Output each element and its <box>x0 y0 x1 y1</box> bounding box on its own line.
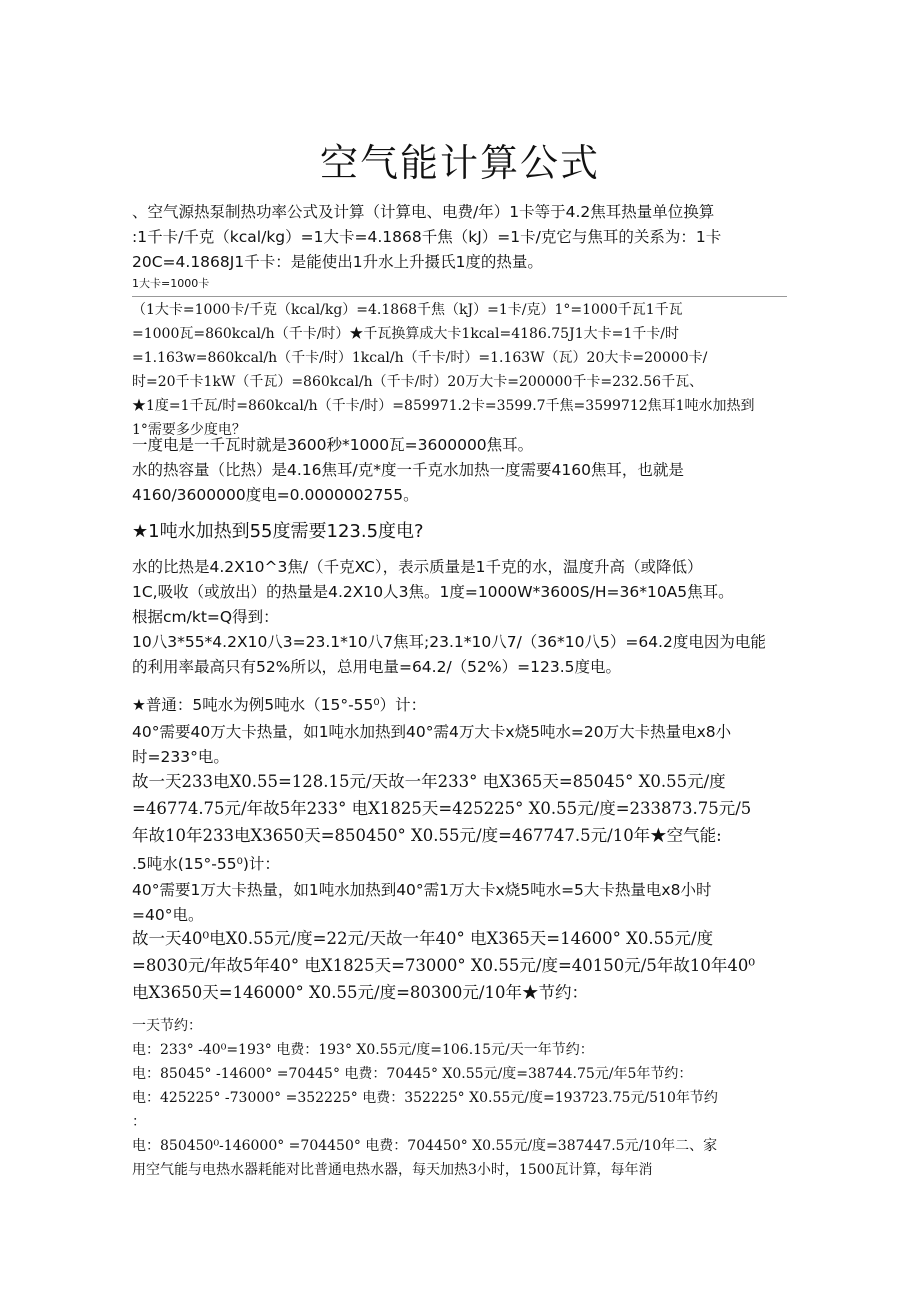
text-line: 故一天233电X0.55=128.15元/天故一年233° 电X365天=85045° X0.55元/度 <box>132 772 726 791</box>
text-line: ★1度=1千瓦/时=860kcal/h（千卡/时）=859971.2卡=3599.7千焦=3599712焦耳1吨水加热到 <box>132 398 755 414</box>
text-line: 20C=4.1868J1千卡：是能使出1升水上升摄氏1度的热量。 <box>132 253 543 271</box>
text-line: 根据cm/kt=Q得到： <box>132 608 279 626</box>
text-line: 电：233° -40⁰=193° 电费：193° X0.55元/度=106.15元/天一年节约： <box>132 1042 594 1058</box>
text-line: =8030元/年故5年40° 电X1825天=73000° X0.55元/度=40150元/5年故10年40⁰ <box>132 956 755 975</box>
final-paragraph <box>132 1134 792 1182</box>
text-line: 1C,吸收（或放出）的热量是4.2X10人3焦。1度=1000W*3600S/H=36*10A5焦耳。 <box>132 583 734 601</box>
conversion-paragraph <box>132 298 792 442</box>
text-line: =1.163w=860kcal/h（千卡/时）1kcal/h（千卡/时）=1.163W（瓦）20大卡=20000卡/ <box>132 350 708 366</box>
small-note: 1大卡=1000卡 <box>132 277 210 290</box>
text-line: 电：850450⁰-146000° =704450° 电费：704450° X0.55元/度=387447.5元/10年二、家 <box>132 1138 718 1154</box>
text-line: 40°需要40万大卡热量，如1吨水加热到40°需4万大卡x烧5吨水=20万大卡热量电x8小 <box>132 723 732 741</box>
energy-paragraph <box>132 433 792 508</box>
text-line: 时=233°电。 <box>132 748 229 766</box>
text-line: 年故10年233电X3650天=850450° X0.55元/度=467747.5元/10年★空气能: <box>132 826 722 845</box>
text-line: 水的比热是4.2X10^3焦/（千克XC），表示质量是1千克的水，温度升高（或降低） <box>132 558 703 576</box>
intro-paragraph <box>132 200 792 275</box>
text-line: 水的热容量（比热）是4.16焦耳/克*度一千克水加热一度需要4160焦耳，也就是 <box>132 461 684 479</box>
text-line: 的利用率最高只有52%所以，总用电量=64.2/（52%）=123.5度电。 <box>132 658 621 676</box>
air-cost-paragraph <box>132 925 792 1006</box>
page-title: 空气能计算公式 <box>319 141 600 185</box>
air-paragraph <box>132 878 792 928</box>
text-line: :1千卡/千克（kcal/kg）=1大卡=4.1868千焦（kJ）=1卡/克它与焦耳的关系为：1卡 <box>132 228 722 246</box>
text-line: 故一天40⁰电X0.55元/度=22元/天故一年40° 电X365天=14600° X0.55元/度 <box>132 929 714 948</box>
text-line: =46774.75元/年故5年233° 电X1825天=425225° X0.55元/度=233873.75元/5 <box>132 799 752 818</box>
text-line: 40°需要1万大卡热量，如1吨水加热到40°需1万大卡x烧5吨水=5大卡热量电x8小时 <box>132 881 712 899</box>
text-line: 1°需要多少度电？ <box>132 422 246 438</box>
text-line: 一度电是一千瓦时就是3600秒*1000瓦=3600000焦耳。 <box>132 436 534 454</box>
text-line: 电X3650天=146000° X0.55元/度=80300元/10年★节约： <box>132 983 588 1002</box>
text-line: 电：85045° -14600° =70445° 电费：70445° X0.55元/度=38744.75元/年5年节约： <box>132 1066 693 1082</box>
text-line: 4160/3600000度电=0.0000002755。 <box>132 486 419 504</box>
water-paragraph <box>132 555 792 680</box>
text-line: =40°电。 <box>132 906 204 924</box>
text-line: 、空气源热泵制热功率公式及计算（计算电、电费/年）1卡等于4.2焦耳热量单位换算 <box>132 203 715 221</box>
text-line: 10八3*55*4.2X10八3=23.1*10八7焦耳;23.1*10八7/（36*10八5）=64.2度电因为电能 <box>132 633 766 651</box>
divider <box>132 296 787 297</box>
saving-paragraph <box>132 1014 792 1134</box>
text-line: （1大卡=1000卡/千克（kcal/kg）=4.1868千焦（kJ）=1卡/克）1°=1000千瓦1千瓦 <box>132 302 683 318</box>
text-line: 电：425225° -73000° =352225° 电费：352225° X0.55元/度=193723.75元/510年节约 <box>132 1090 718 1106</box>
air-heading: .5吨水(15°-55⁰)计： <box>132 855 280 873</box>
normal-heading: ★普通：5吨水为例5吨水（15°-55⁰）计： <box>132 696 427 714</box>
text-line: 用空气能与电热水器耗能对比普通电热水器，每天加热3小时，1500瓦计算，每年消 <box>132 1162 653 1178</box>
text-line: ： <box>132 1114 146 1130</box>
text-line: 一天节约： <box>132 1018 202 1034</box>
section-heading: ★1吨水加热到55度需要123.5度电? <box>132 521 424 542</box>
normal-cost-paragraph <box>132 768 792 849</box>
text-line: =1000瓦=860kcal/h（千卡/时）★千瓦换算成大卡1kcal=4186.75J1大卡=1千卡/时 <box>132 326 679 342</box>
text-line: 时=20千卡1kW（千瓦）=860kcal/h（千卡/时）20万大卡=200000千卡=232.56千瓦、 <box>132 374 704 390</box>
normal-paragraph <box>132 720 792 770</box>
